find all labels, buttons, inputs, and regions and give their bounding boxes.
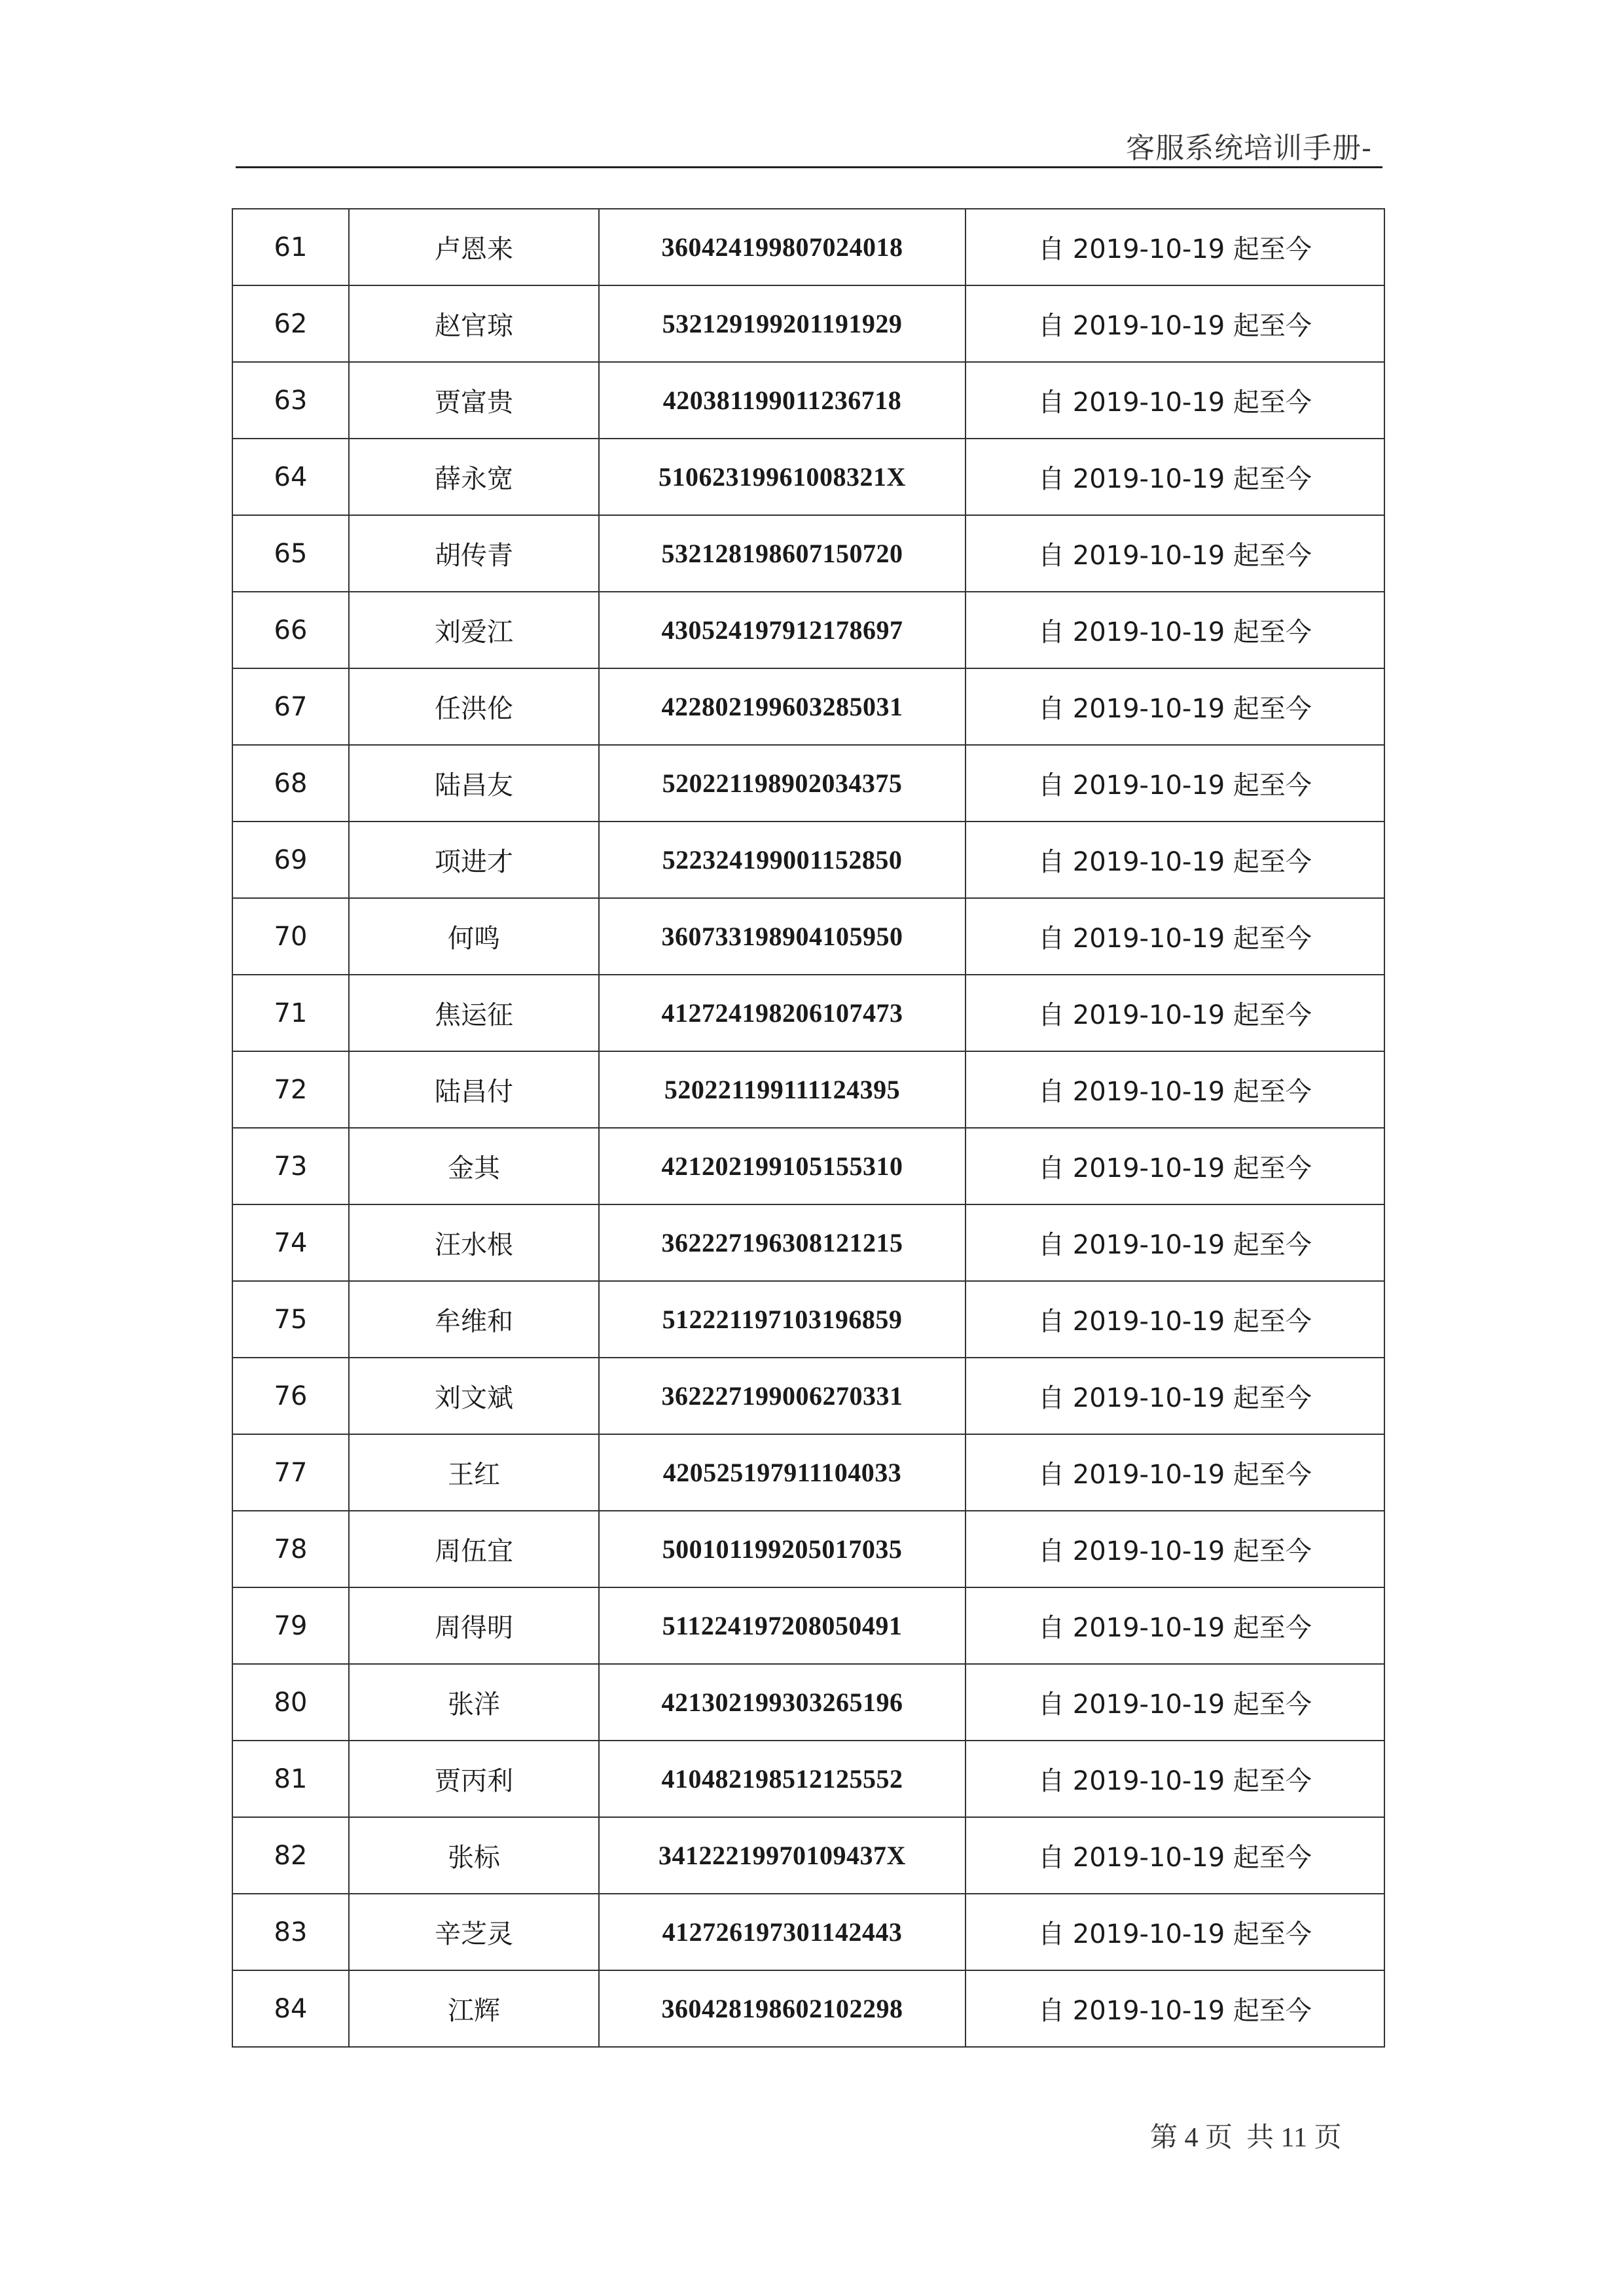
person-name: 胡传青: [349, 515, 599, 592]
person-name: 贾富贵: [349, 362, 599, 439]
id-number: 522324199001152850: [599, 822, 965, 898]
period-text: 自 2019-10-19 起至今: [965, 1587, 1384, 1664]
row-number: 63: [232, 362, 349, 439]
person-name: 张洋: [349, 1664, 599, 1741]
person-name: 张标: [349, 1817, 599, 1894]
person-name: 焦运征: [349, 975, 599, 1051]
period-text: 自 2019-10-19 起至今: [965, 898, 1384, 975]
row-number: 83: [232, 1894, 349, 1970]
table-row: [232, 1664, 1384, 1741]
id-number: 421302199303265196: [599, 1664, 965, 1741]
person-name: 江辉: [349, 1970, 599, 2047]
id-number: 422802199603285031: [599, 668, 965, 745]
row-number: 68: [232, 745, 349, 822]
id-number: 421202199105155310: [599, 1128, 965, 1204]
table-row: [232, 439, 1384, 515]
row-number: 74: [232, 1204, 349, 1281]
id-number: 412726197301142443: [599, 1894, 965, 1970]
id-number: 420525197911104033: [599, 1434, 965, 1511]
person-name: 周得明: [349, 1587, 599, 1664]
period-text: 自 2019-10-19 起至今: [965, 745, 1384, 822]
period-text: 自 2019-10-19 起至今: [965, 592, 1384, 668]
period-text: 自 2019-10-19 起至今: [965, 1281, 1384, 1358]
table-row: [232, 1358, 1384, 1434]
period-text: 自 2019-10-19 起至今: [965, 668, 1384, 745]
table-row: [232, 592, 1384, 668]
person-name: 陆昌友: [349, 745, 599, 822]
row-number: 81: [232, 1741, 349, 1817]
row-number: 71: [232, 975, 349, 1051]
row-number: 65: [232, 515, 349, 592]
period-text: 自 2019-10-19 起至今: [965, 1741, 1384, 1817]
table-row: [232, 1894, 1384, 1970]
table-row: [232, 515, 1384, 592]
table-row: [232, 822, 1384, 898]
table-row: [232, 1204, 1384, 1281]
period-text: 自 2019-10-19 起至今: [965, 362, 1384, 439]
period-text: 自 2019-10-19 起至今: [965, 439, 1384, 515]
person-name: 刘文斌: [349, 1358, 599, 1434]
header-divider: [236, 166, 1382, 168]
person-name: 陆昌付: [349, 1051, 599, 1128]
table-row: [232, 1741, 1384, 1817]
row-number: 70: [232, 898, 349, 975]
id-number: 362227199006270331: [599, 1358, 965, 1434]
person-name: 汪水根: [349, 1204, 599, 1281]
id-number: 410482198512125552: [599, 1741, 965, 1817]
table-row: [232, 1511, 1384, 1587]
id-number: 512221197103196859: [599, 1281, 965, 1358]
period-text: 自 2019-10-19 起至今: [965, 1204, 1384, 1281]
period-text: 自 2019-10-19 起至今: [965, 1051, 1384, 1128]
period-text: 自 2019-10-19 起至今: [965, 1434, 1384, 1511]
period-text: 自 2019-10-19 起至今: [965, 1128, 1384, 1204]
person-name: 贾丙利: [349, 1741, 599, 1817]
period-text: 自 2019-10-19 起至今: [965, 1358, 1384, 1434]
person-name: 辛芝灵: [349, 1894, 599, 1970]
table-row: [232, 1970, 1384, 2047]
row-number: 76: [232, 1358, 349, 1434]
page-number: 第 4 页 共 11 页: [1150, 2123, 1342, 2153]
person-name: 王红: [349, 1434, 599, 1511]
personnel-table-body: [232, 209, 1384, 2047]
person-name: 牟维和: [349, 1281, 599, 1358]
period-text: 自 2019-10-19 起至今: [965, 209, 1384, 285]
period-text: 自 2019-10-19 起至今: [965, 1817, 1384, 1894]
person-name: 卢恩来: [349, 209, 599, 285]
row-number: 77: [232, 1434, 349, 1511]
id-number: 360428198602102298: [599, 1970, 965, 2047]
table-row: [232, 745, 1384, 822]
id-number: 360733198904105950: [599, 898, 965, 975]
person-name: 何鸣: [349, 898, 599, 975]
person-name: 周伍宜: [349, 1511, 599, 1587]
table-row: [232, 285, 1384, 362]
table-row: [232, 898, 1384, 975]
id-number: 511224197208050491: [599, 1587, 965, 1664]
row-number: 69: [232, 822, 349, 898]
personnel-table: [232, 208, 1385, 2048]
table-row: [232, 668, 1384, 745]
table-row: [232, 1434, 1384, 1511]
row-number: 75: [232, 1281, 349, 1358]
id-number: 500101199205017035: [599, 1511, 965, 1587]
table-row: [232, 1587, 1384, 1664]
period-text: 自 2019-10-19 起至今: [965, 1970, 1384, 2047]
person-name: 金其: [349, 1128, 599, 1204]
period-text: 自 2019-10-19 起至今: [965, 975, 1384, 1051]
period-text: 自 2019-10-19 起至今: [965, 1894, 1384, 1970]
row-number: 78: [232, 1511, 349, 1587]
row-number: 72: [232, 1051, 349, 1128]
id-number: 34122219970109437X: [599, 1817, 965, 1894]
id-number: 412724198206107473: [599, 975, 965, 1051]
row-number: 64: [232, 439, 349, 515]
period-text: 自 2019-10-19 起至今: [965, 515, 1384, 592]
id-number: 430524197912178697: [599, 592, 965, 668]
period-text: 自 2019-10-19 起至今: [965, 1511, 1384, 1587]
table-row: [232, 1051, 1384, 1128]
person-name: 任洪伦: [349, 668, 599, 745]
id-number: 520221198902034375: [599, 745, 965, 822]
table-row: [232, 1817, 1384, 1894]
table-row: [232, 1281, 1384, 1358]
row-number: 79: [232, 1587, 349, 1664]
period-text: 自 2019-10-19 起至今: [965, 285, 1384, 362]
table-row: [232, 362, 1384, 439]
table-row: [232, 209, 1384, 285]
row-number: 82: [232, 1817, 349, 1894]
period-text: 自 2019-10-19 起至今: [965, 822, 1384, 898]
period-text: 自 2019-10-19 起至今: [965, 1664, 1384, 1741]
row-number: 67: [232, 668, 349, 745]
id-number: 520221199111124395: [599, 1051, 965, 1128]
id-number: 420381199011236718: [599, 362, 965, 439]
table-row: [232, 1128, 1384, 1204]
row-number: 84: [232, 1970, 349, 2047]
row-number: 66: [232, 592, 349, 668]
person-name: 刘爱江: [349, 592, 599, 668]
row-number: 62: [232, 285, 349, 362]
id-number: 360424199807024018: [599, 209, 965, 285]
table-row: [232, 975, 1384, 1051]
row-number: 80: [232, 1664, 349, 1741]
id-number: 532129199201191929: [599, 285, 965, 362]
person-name: 薛永宽: [349, 439, 599, 515]
person-name: 项进才: [349, 822, 599, 898]
id-number: 362227196308121215: [599, 1204, 965, 1281]
id-number: 532128198607150720: [599, 515, 965, 592]
row-number: 73: [232, 1128, 349, 1204]
id-number: 51062319961008321X: [599, 439, 965, 515]
person-name: 赵官琼: [349, 285, 599, 362]
page-header-title: 客服系统培训手册-: [1126, 132, 1372, 165]
row-number: 61: [232, 209, 349, 285]
